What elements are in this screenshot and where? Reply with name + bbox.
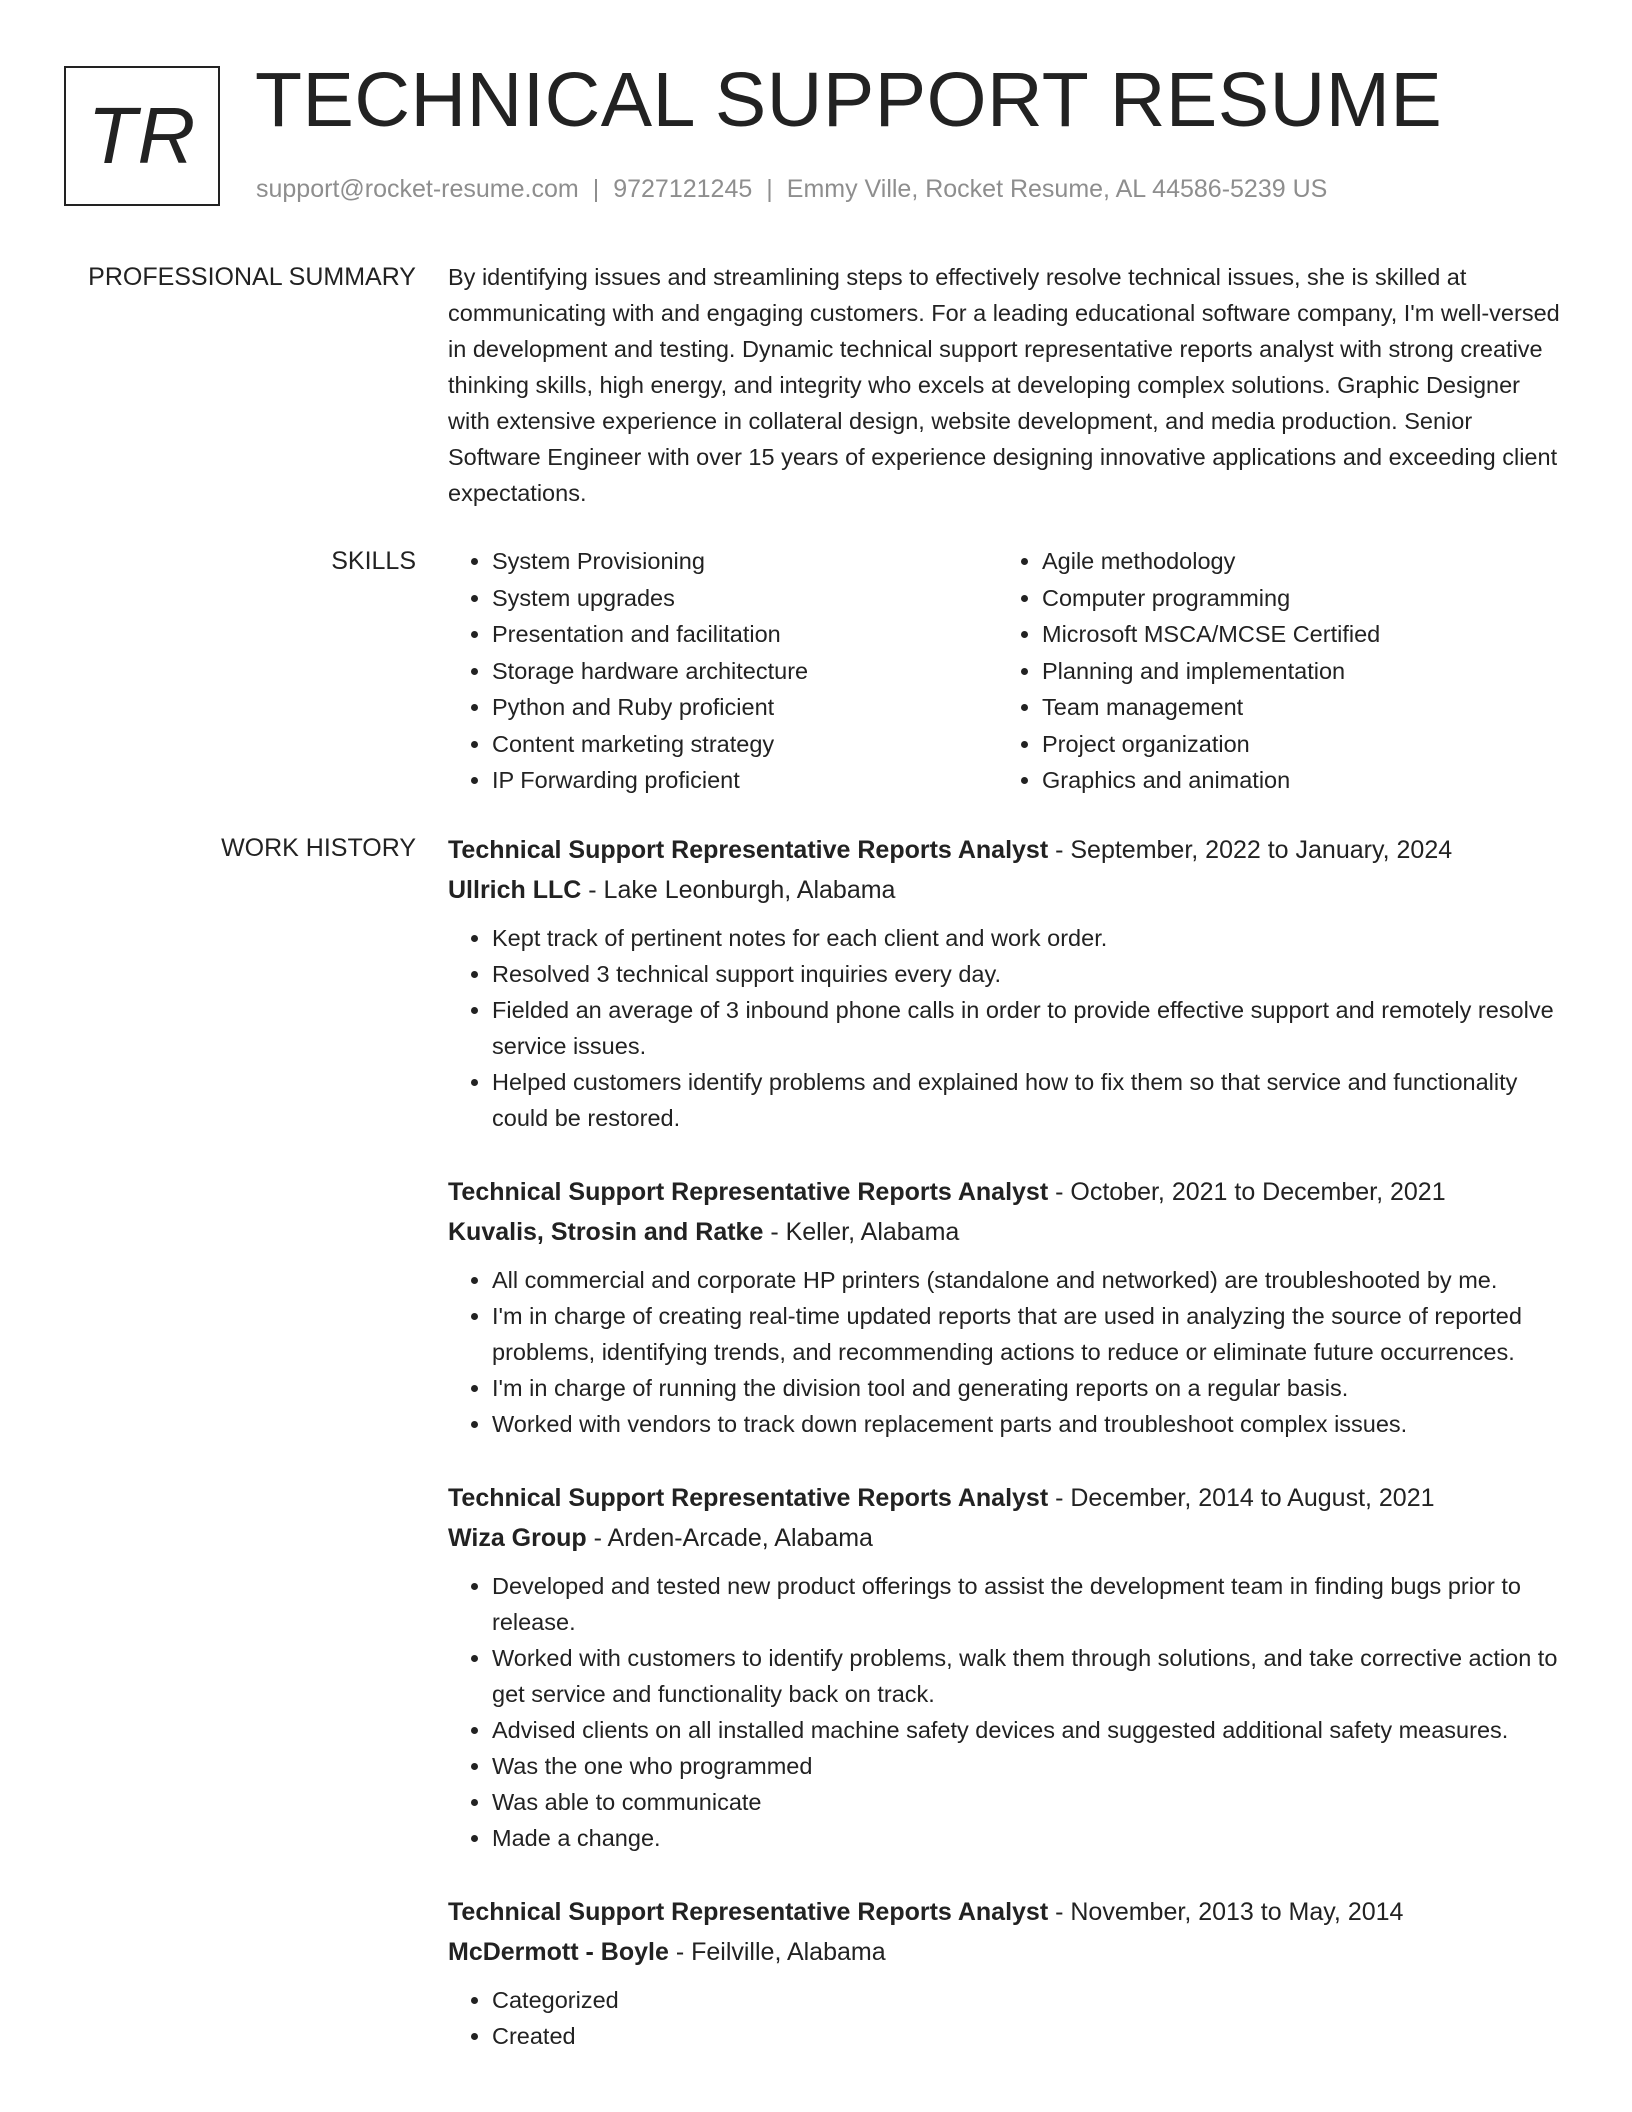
- job-title-line: [448, 830, 1564, 870]
- summary-text: By identifying issues and streamlining steps to effectively resolve technical issues, she is skilled at communicating with and engaging customers. For a leading educational software company, I'm well-versed in development and testing. Dynamic technical support representative reports analyst with strong creative thinking skills, high energy, and integrity who excels at developing complex solutions. Graphic Designer with extensive experience in collateral design, website development, and media production. Senior Software Engineer with over 15 years of experience designing innovative applications and exceeding client expectations.: [448, 264, 1560, 506]
- job-location: - Arden-Arcade, Alabama: [586, 1524, 873, 1552]
- job-entry: [448, 830, 1564, 1136]
- job-title: Technical Support Representative Reports Analyst: [448, 1484, 1049, 1512]
- job-dates: - October, 2021 to December, 2021: [1048, 1178, 1446, 1206]
- job-company-line: [448, 1212, 1564, 1252]
- job-company: Ullrich LLC: [448, 876, 582, 904]
- skill-item: • Planning and implementation: [1042, 653, 1548, 690]
- job-entry: [448, 1172, 1564, 1442]
- job-bullet: • Helped customers identify problems and explained how to fix them so that service and functionality could be restored.: [492, 1064, 1564, 1136]
- job-bullet: • Was able to communicate: [492, 1784, 1564, 1820]
- skill-item: • System Provisioning: [492, 543, 998, 580]
- job-company-line: [448, 1932, 1564, 1972]
- contact-separator: |: [592, 175, 600, 203]
- skills-list-left: [448, 543, 998, 799]
- contact-email[interactable]: support@rocket-resume.com: [256, 175, 579, 203]
- skill-item: • System upgrades: [492, 580, 998, 617]
- skill-item: • Python and Ruby proficient: [492, 689, 998, 726]
- job-entry: [448, 1478, 1564, 1856]
- job-title-line: [448, 1172, 1564, 1212]
- job-company: Wiza Group: [448, 1524, 587, 1552]
- job-entry: [448, 1892, 1564, 2054]
- skill-item: • Project organization: [1042, 726, 1548, 763]
- skill-item: • Agile methodology: [1042, 543, 1548, 580]
- skill-item: • Content marketing strategy: [492, 726, 998, 763]
- job-title: Technical Support Representative Reports Analyst: [448, 836, 1049, 864]
- job-company: Kuvalis, Strosin and Ratke: [448, 1218, 764, 1246]
- skills-body: [448, 543, 1564, 799]
- contact-address: Emmy Ville, Rocket Resume, AL 44586-5239 US: [786, 175, 1328, 203]
- job-bullet-list: [448, 1568, 1564, 1856]
- job-bullet-list: [448, 920, 1564, 1136]
- skill-item: • IP Forwarding proficient: [492, 762, 998, 799]
- job-bullet: • Developed and tested new product offerings to assist the development team in finding bugs prior to release.: [492, 1568, 1564, 1640]
- contact-separator: |: [766, 175, 773, 203]
- skill-item: • Storage hardware architecture: [492, 653, 998, 690]
- job-bullet: • I'm in charge of creating real-time updated reports that are used in analyzing the source of reported problems, identifying trends, and recommending actions to reduce or eliminate future occurrences.: [492, 1298, 1564, 1370]
- job-title-line: [448, 1478, 1564, 1518]
- job-bullet: • Worked with vendors to track down replacement parts and troubleshoot complex issues.: [492, 1406, 1564, 1442]
- job-bullet-list: [448, 1262, 1564, 1442]
- section-label-skills: SKILLS: [331, 547, 416, 575]
- section-label-summary: PROFESSIONAL SUMMARY: [88, 263, 416, 291]
- job-company-line: [448, 1518, 1564, 1558]
- job-bullet: • Was the one who programmed: [492, 1748, 1564, 1784]
- job-bullet: • I'm in charge of running the division tool and generating reports on a regular basis.: [492, 1370, 1564, 1406]
- job-bullet: • Advised clients on all installed machine safety devices and suggested additional safety measures.: [492, 1712, 1564, 1748]
- job-location: - Keller, Alabama: [763, 1218, 960, 1246]
- contact-info: [256, 175, 1327, 204]
- skill-item: • Computer programming: [1042, 580, 1548, 617]
- skill-item: • Presentation and facilitation: [492, 616, 998, 653]
- contact-phone[interactable]: 9727121245: [613, 175, 753, 203]
- job-bullet: • All commercial and corporate HP printers (standalone and networked) are troubleshooted by me.: [492, 1262, 1564, 1298]
- job-bullet-list: [448, 1982, 1564, 2054]
- job-bullet: • Created: [492, 2018, 1564, 2054]
- job-title: Technical Support Representative Reports Analyst: [448, 1178, 1049, 1206]
- job-location: - Feilville, Alabama: [668, 1938, 886, 1966]
- job-location: - Lake Leonburgh, Alabama: [581, 876, 896, 904]
- job-bullet: • Resolved 3 technical support inquiries every day.: [492, 956, 1564, 992]
- resume-title: TECHNICAL SUPPORT RESUME: [255, 57, 1443, 143]
- job-bullet: • Categorized: [492, 1982, 1564, 2018]
- job-company: McDermott - Boyle: [448, 1938, 669, 1966]
- summary-body: [448, 259, 1564, 511]
- job-dates: - November, 2013 to May, 2014: [1048, 1898, 1404, 1926]
- skills-list-right: [998, 543, 1548, 799]
- job-title-line: [448, 1892, 1564, 1932]
- job-title: Technical Support Representative Reports Analyst: [448, 1898, 1049, 1926]
- skill-item: • Microsoft MSCA/MCSE Certified: [1042, 616, 1548, 653]
- job-dates: - September, 2022 to January, 2024: [1048, 836, 1453, 864]
- skill-item: • Team management: [1042, 689, 1548, 726]
- job-bullet: • Fielded an average of 3 inbound phone calls in order to provide effective support and remotely resolve service issues.: [492, 992, 1564, 1064]
- section-label-work-history: WORK HISTORY: [221, 834, 416, 862]
- job-dates: - December, 2014 to August, 2021: [1048, 1484, 1435, 1512]
- monogram-logo: TR: [64, 66, 220, 206]
- job-bullet: • Worked with customers to identify problems, walk them through solutions, and take corrective action to get service and functionality back on track.: [492, 1640, 1564, 1712]
- work-history-body: [448, 830, 1564, 2090]
- job-company-line: [448, 870, 1564, 910]
- job-bullet: • Kept track of pertinent notes for each client and work order.: [492, 920, 1564, 956]
- skill-item: • Graphics and animation: [1042, 762, 1548, 799]
- job-bullet: • Made a change.: [492, 1820, 1564, 1856]
